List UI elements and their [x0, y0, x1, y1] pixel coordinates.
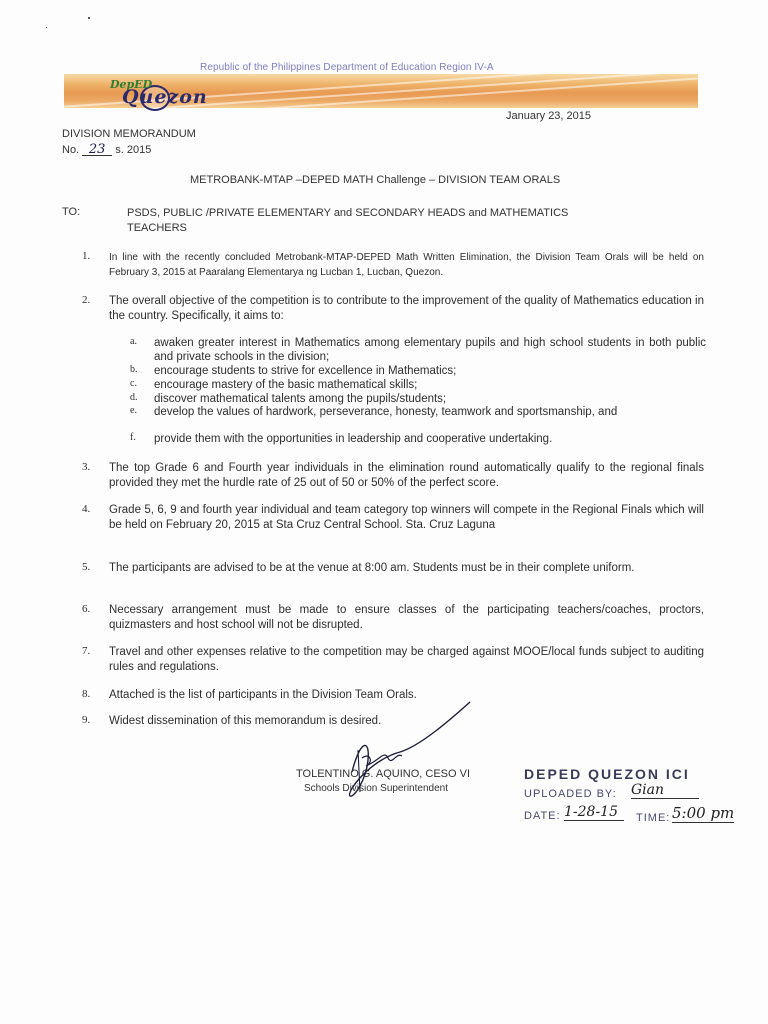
list-item: 4. Grade 5, 6, 9 and fourth year individual and team category top winners will compete in the Regional Finals which will be held on February 20, 2015 at Sta Cruz Central School. Sta. Cruz Laguna	[82, 503, 704, 531]
stamp-office: DEPED QUEZON ICI	[524, 766, 690, 782]
aim-item: e. develop the values of hardwork, perseverance, honesty, teamwork and sportsmanship, and	[130, 405, 618, 418]
memo-number-value: 23	[82, 144, 112, 156]
memo-title: DIVISION MEMORANDUM	[62, 128, 196, 140]
received-stamp	[524, 766, 735, 836]
list-item: 7. Travel and other expenses relative to the competition may be charged against MOOE/local funds subject to auditing rules and regulations.	[82, 645, 704, 673]
aim-item: b. encourage students to strive for excellence in Mathematics;	[130, 364, 457, 377]
to-recipients: PSDS, PUBLIC /PRIVATE ELEMENTARY and SECONDARY HEADS and MATHEMATICS TEACHERS	[127, 207, 569, 234]
deped-quezon-logo: DepED Quezon	[78, 80, 253, 110]
stamp-uploaded-label: UPLOADED BY:	[524, 788, 617, 800]
stamp-date-label: DATE:	[524, 810, 561, 822]
aim-item: c. encourage mastery of the basic mathematical skills;	[130, 378, 418, 391]
memo-number: No. 23 s. 2015	[62, 142, 152, 157]
list-item: 5. The participants are advised to be at the venue at 8:00 am. Students must be in their complete uniform.	[82, 561, 635, 574]
scan-speck	[46, 27, 47, 28]
stamp-uploaded-value: Gian	[631, 782, 699, 799]
stamp-time-value: 5:00 pm	[672, 804, 735, 822]
stamp-date-value: 1-28-15	[564, 804, 624, 821]
scan-speck	[88, 17, 90, 19]
list-item: 3. The top Grade 6 and Fourth year individuals in the elimination round automatically qualify to the regional finals provided they met the hurdle rate of 25 out of 50 or 50% of the perfect score.	[82, 461, 704, 489]
memo-date: January 23, 2015	[506, 110, 592, 122]
stamp-time-label: TIME:	[636, 812, 671, 824]
list-item: 2. The overall objective of the competition is to contribute to the improvement of the quality of Mathematics education in the country. Specifically, it aims to:	[82, 294, 704, 322]
signatory-name: TOLENTINO G. AQUINO, CESO VI	[296, 768, 470, 780]
list-item: 1. In line with the recently concluded Metrobank-MTAP-DEPED Math Written Elimination, the Division Team Orals will be held on February 3, 2015 at Paaralang Elementarya ng Lucban 1, Lucban, Quezon.	[82, 250, 704, 278]
list-item: 6. Necessary arrangement must be made to ensure classes of the participating teachers/coaches, proctors, quizmasters and host school will not be disrupted.	[82, 603, 704, 631]
aim-item: d. discover mathematical talents among the pupils/students;	[130, 392, 447, 405]
memo-subject: METROBANK-MTAP –DEPED MATH Challenge – DIVISION TEAM ORALS	[190, 174, 561, 186]
list-item: 9. Widest dissemination of this memorandum is desired.	[82, 714, 382, 727]
republic-header: Republic of the Philippines Department of Education Region IV-A	[200, 62, 494, 73]
list-item: 8. Attached is the list of participants in the Division Team Orals.	[82, 688, 417, 701]
aim-item: f. provide them with the opportunities in leadership and cooperative undertaking.	[130, 432, 553, 445]
to-label: TO:	[62, 206, 81, 218]
aim-item: a. awaken greater interest in Mathematics among elementary pupils and high school students in both public and private schools in the division;	[130, 336, 706, 363]
signatory-title: Schools Division Superintendent	[304, 783, 448, 794]
